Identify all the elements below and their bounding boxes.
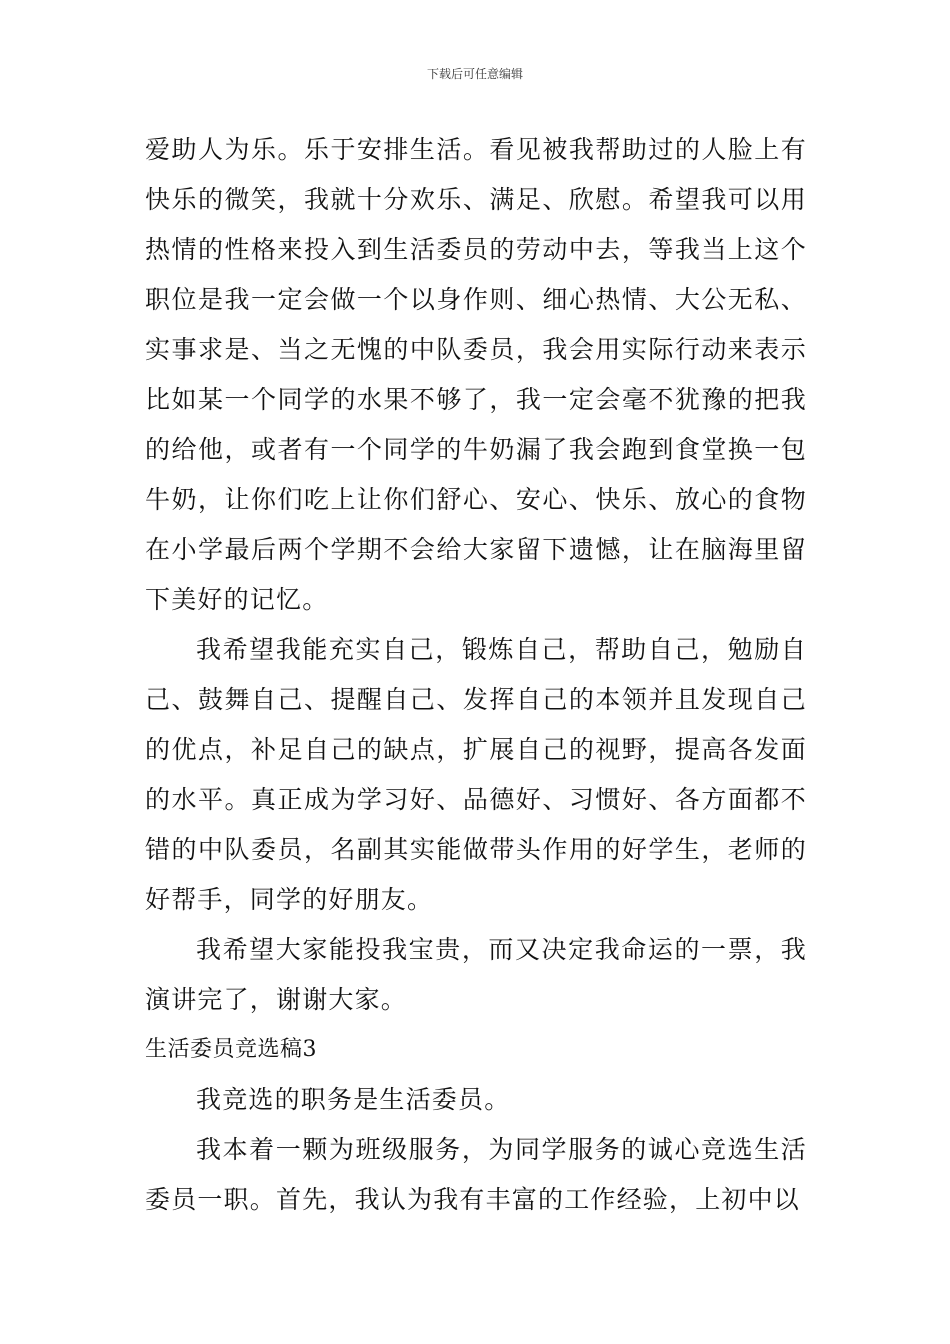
paragraph-1: 爱助人为乐。乐于安排生活。看见被我帮助过的人脸上有快乐的微笑，我就十分欢乐、满足、欣慰。希望我可以用热情的性格来投入到生活委员的劳动中去，等我当上这个职位是我一定会做一个以身作则、细心热情、大公无私、实事求是、当之无愧的中队委员，我会用实际行动来表示比如某一个同学的水果不够了，我一定会毫不犹豫的把我的给他，或者有一个同学的牛奶漏了我会跑到食堂换一包牛奶，让你们吃上让你们舒心、安心、快乐、放心的食物在小学最后两个学期不会给大家留下遗憾，让在脑海里留下美好的记忆。 xyxy=(145,135,807,614)
paragraph-5: 我本着一颗为班级服务，为同学服务的诚心竞选生活委员一职。首先，我认为我有丰富的工作经验，上初中以 xyxy=(145,1135,807,1214)
document-body xyxy=(145,125,807,1225)
paragraph-2: 我希望我能充实自己，锻炼自己，帮助自己，勉励自己、鼓舞自己、提醒自己、发挥自己的本领并且发现自己的优点，补足自己的缺点，扩展自己的视野，提高各发面的水平。真正成为学习好、品德好、习惯好、各方面都不错的中队委员，名副其实能做带头作用的好学生，老师的好帮手，同学的好朋友。 xyxy=(145,635,807,914)
paragraph-4: 我竞选的职务是生活委员。 xyxy=(196,1085,511,1114)
paragraph-3: 我希望大家能投我宝贵，而又决定我命运的一票，我演讲完了，谢谢大家。 xyxy=(145,935,807,1014)
section-heading: 生活委员竞选稿3 xyxy=(145,1037,317,1062)
page-header: 下载后可任意编辑 xyxy=(426,67,523,81)
